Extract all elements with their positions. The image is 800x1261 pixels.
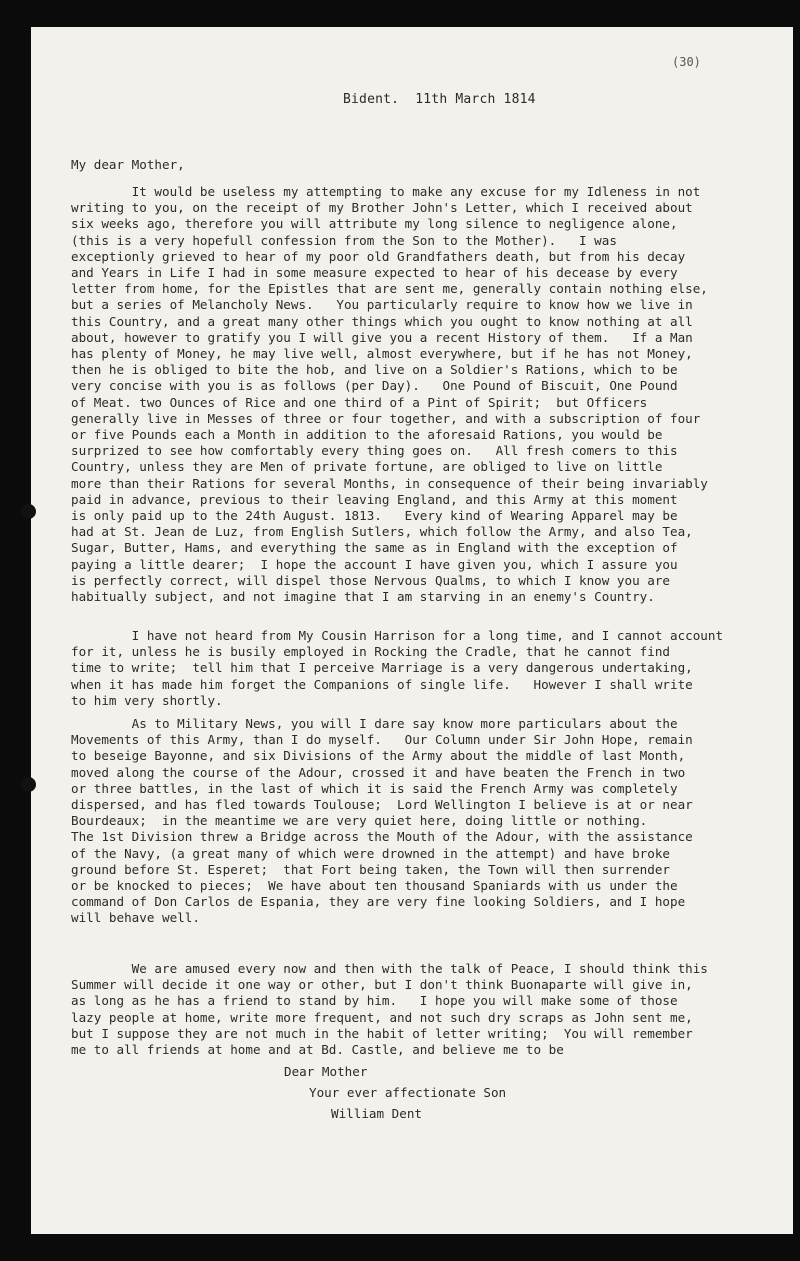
text-line: of Meat. two Ounces of Rice and one third of a Pint of Spirit; but Officers [71, 394, 648, 410]
text-line: me to all friends at home and at Bd. Castle, and believe me to be [71, 1042, 564, 1058]
paragraph-1 [71, 184, 771, 605]
heading-date: 11th March 1814 [415, 92, 536, 107]
paragraph-3 [71, 716, 771, 927]
text-line: to beseige Bayonne, and six Divisions of the Army about the middle of last Month, [71, 748, 686, 764]
text-line: of the Navy, (a great many of which were drowned in the attempt) and have broke [71, 845, 670, 861]
text-line: Summer will decide it one way or other, but I don't think Buonaparte will give in, [71, 977, 693, 993]
text-line: exceptionly grieved to hear of my poor old Grandfathers death, but from his decay [71, 248, 686, 264]
text-line: six weeks ago, therefore you will attribute my long silence to negligence alone, [71, 216, 678, 232]
closing-valediction: Your ever affectionate Son [309, 1085, 507, 1100]
folio-number: (30) [672, 55, 701, 69]
punch-hole [21, 777, 36, 792]
text-line: to him very shortly. [71, 692, 223, 708]
text-line: ground before St. Esperet; that Fort being taken, the Town will then surrender [71, 861, 670, 877]
text-line: will behave well. [71, 910, 200, 926]
text-line: had at St. Jean de Luz, from English Sutlers, which follow the Army, and also Tea, [71, 524, 693, 540]
text-line: surprized to see how comfortably every thing goes on. All fresh comers to this [71, 443, 678, 459]
text-line: time to write; tell him that I perceive Marriage is a very dangerous undertaking, [71, 660, 693, 676]
text-line: Bourdeaux; in the meantime we are very quiet here, doing little or nothing. [71, 813, 648, 829]
text-line: moved along the course of the Adour, crossed it and have beaten the French in two [71, 764, 686, 780]
text-line: for it, unless he is busily employed in Rocking the Cradle, that he cannot find [71, 644, 670, 660]
letter-page [31, 27, 793, 1234]
text-line: I have not heard from My Cousin Harrison for a long time, and I cannot account [71, 628, 724, 643]
text-line: Movements of this Army, than I do myself. Our Column under Sir John Hope, remain [71, 732, 693, 748]
text-line: very concise with you is as follows (per Day). One Pound of Biscuit, One Pound [71, 378, 678, 394]
text-line: is only paid up to the 24th August. 1813. Every kind of Wearing Apparel may be [71, 508, 678, 524]
text-line: Country, unless they are Men of private fortune, are obliged to live on little [71, 459, 663, 475]
text-line: lazy people at home, write more frequent, and not such dry scraps as John sent me, [71, 1009, 693, 1025]
text-line: paid in advance, previous to their leaving England, and this Army at this moment [71, 491, 678, 507]
text-line: or be knocked to pieces; We have about ten thousand Spaniards with us under the [71, 878, 678, 894]
text-line: writing to you, on the receipt of my Brother John's Letter, which I received about [71, 200, 693, 216]
text-line: We are amused every now and then with the talk of Peace, I should think this [71, 961, 708, 976]
text-line: habitually subject, and not imagine that I am starving in an enemy's Country. [71, 589, 655, 605]
closing-address: Dear Mother [284, 1064, 368, 1079]
punch-hole [21, 504, 36, 519]
text-line: dispersed, and has fled towards Toulouse; Lord Wellington I believe is at or near [71, 797, 693, 813]
text-line: letter from home, for the Epistles that are sent me, generally contain nothing else, [71, 281, 708, 297]
heading-place: Bident. [343, 92, 400, 107]
text-line: as long as he has a friend to stand by him. I hope you will make some of those [71, 993, 678, 1009]
text-line: command of Don Carlos de Espania, they are very fine looking Soldiers, and I hope [71, 894, 686, 910]
text-line: generally live in Messes of three or four together, and with a subscription of four [71, 410, 701, 426]
letter-heading [343, 92, 536, 107]
salutation: My dear Mother, [71, 157, 185, 172]
text-line: is perfectly correct, will dispel those Nervous Qualms, to which I know you are [71, 572, 670, 588]
text-line: more than their Rations for several Months, in consequence of their being invariably [71, 475, 708, 491]
paragraph-2 [71, 628, 771, 709]
text-line: (this is a very hopefull confession from the Son to the Mother). I was [71, 232, 617, 248]
text-line: but I suppose they are not much in the habit of letter writing; You will remember [71, 1025, 693, 1041]
signature: William Dent [331, 1106, 422, 1121]
text-line: has plenty of Money, he may live well, almost everywhere, but if he has not Money, [71, 346, 693, 362]
text-line: then he is obliged to bite the hob, and live on a Soldier's Rations, which to be [71, 362, 678, 378]
text-line: It would be useless my attempting to make any excuse for my Idleness in not [71, 184, 701, 199]
text-line: but a series of Melancholy News. You particularly require to know how we live in [71, 297, 693, 313]
text-line: and Years in Life I had in some measure expected to hear of his decease by every [71, 265, 678, 281]
paragraph-4 [71, 961, 771, 1058]
text-line: or five Pounds each a Month in addition to the aforesaid Rations, you would be [71, 427, 663, 443]
text-line: or three battles, in the last of which it is said the French Army was completely [71, 780, 678, 796]
text-line: when it has made him forget the Companions of single life. However I shall write [71, 676, 693, 692]
text-line: Sugar, Butter, Hams, and everything the same as in England with the exception of [71, 540, 678, 556]
text-line: paying a little dearer; I hope the account I have given you, which I assure you [71, 556, 678, 572]
text-line: about, however to gratify you I will give you a recent History of them. If a Man [71, 329, 693, 345]
text-line: The 1st Division threw a Bridge across the Mouth of the Adour, with the assistance [71, 829, 693, 845]
text-line: As to Military News, you will I dare say know more particulars about the [71, 716, 678, 731]
text-line: this Country, and a great many other things which you ought to know nothing at all [71, 313, 693, 329]
